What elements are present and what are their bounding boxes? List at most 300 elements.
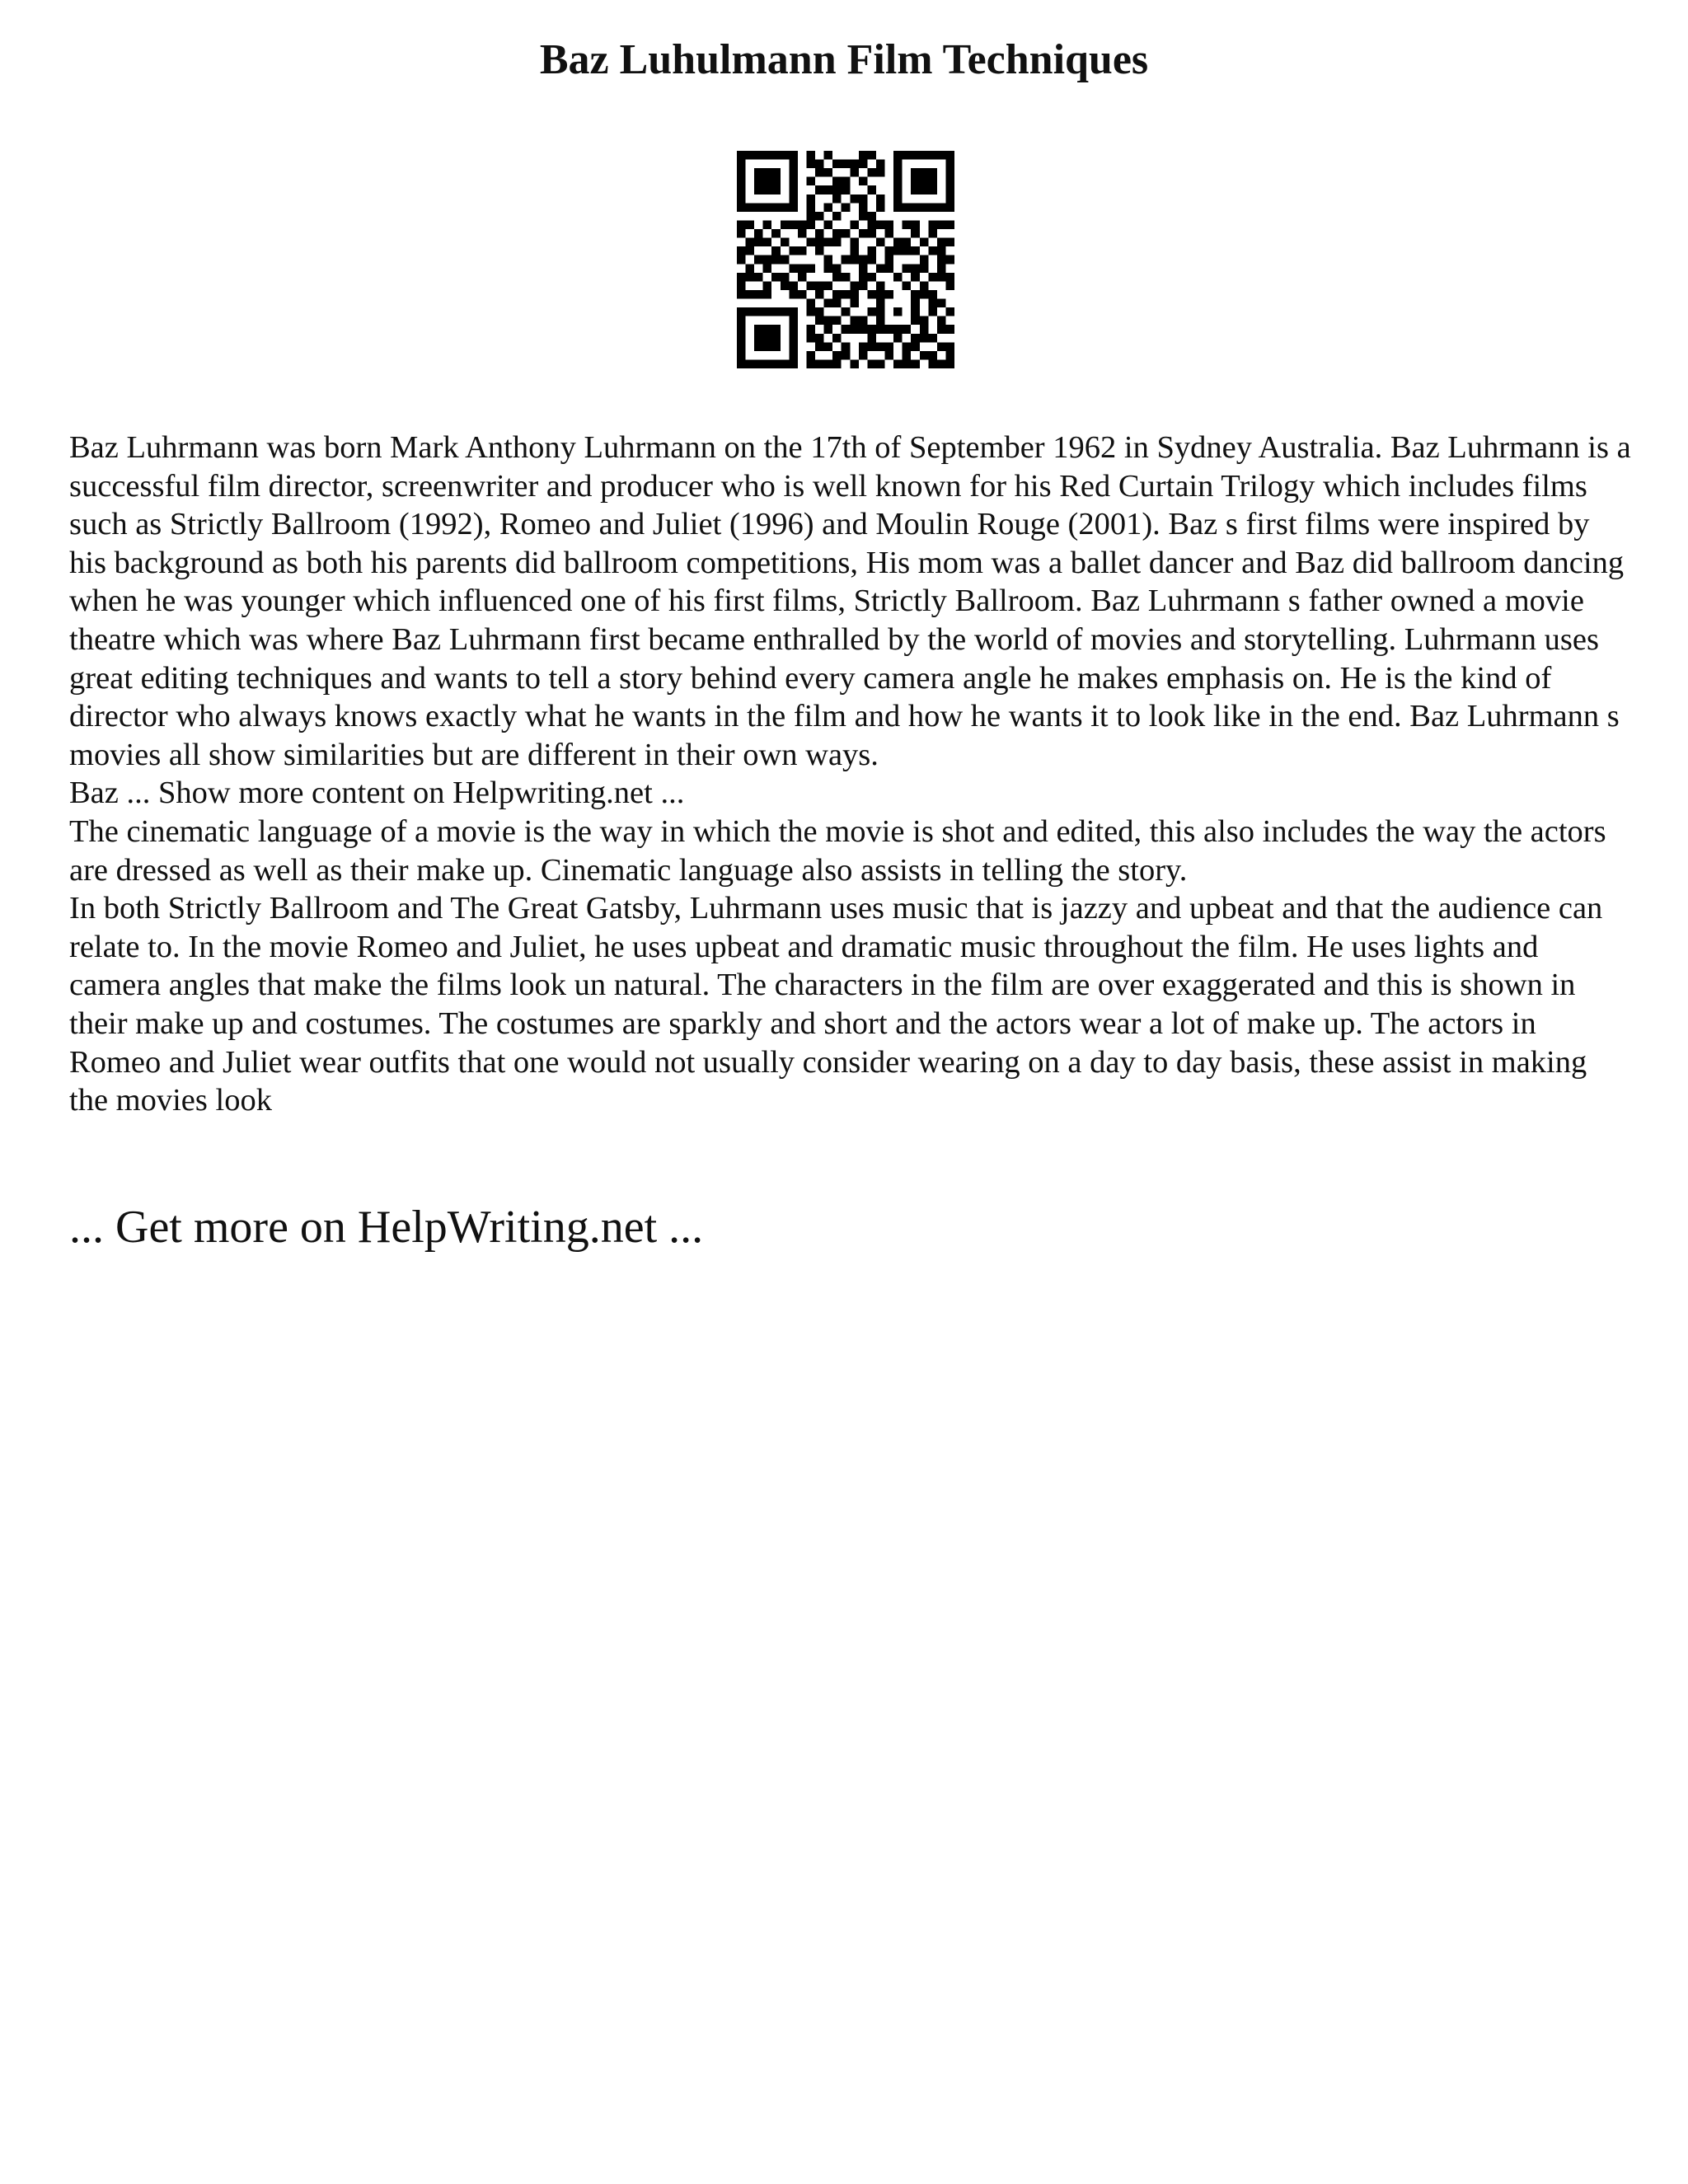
- get-more-link[interactable]: ... Get more on HelpWriting.net ...: [69, 1202, 704, 1253]
- qr-module: [867, 168, 876, 177]
- qr-module: [920, 264, 929, 273]
- qr-module: [859, 342, 868, 351]
- qr-module: [911, 229, 920, 238]
- qr-module: [876, 220, 885, 229]
- qr-module: [832, 229, 842, 238]
- qr-module: [789, 194, 798, 204]
- qr-module: [832, 160, 842, 169]
- qr-module: [806, 160, 815, 169]
- qr-module: [859, 212, 868, 221]
- qr-module: [781, 151, 790, 160]
- qr-module: [920, 151, 929, 160]
- qr-module: [903, 351, 912, 360]
- qr-module: [867, 229, 876, 238]
- qr-module: [920, 334, 929, 343]
- qr-module: [945, 238, 954, 247]
- qr-module: [754, 151, 763, 160]
- qr-module: [781, 238, 790, 247]
- qr-module: [903, 281, 912, 290]
- qr-module: [937, 220, 946, 229]
- qr-module: [842, 351, 851, 360]
- qr-module: [850, 281, 859, 290]
- qr-module: [920, 255, 929, 265]
- qr-module: [911, 334, 920, 343]
- qr-module: [903, 238, 912, 247]
- qr-module: [903, 359, 912, 368]
- qr-module: [920, 168, 929, 177]
- qr-module: [763, 177, 772, 186]
- qr-module: [937, 238, 946, 247]
- qr-module: [781, 220, 790, 229]
- qr-module: [737, 220, 746, 229]
- qr-module: [859, 203, 868, 212]
- qr-module: [737, 168, 746, 177]
- qr-module: [771, 177, 781, 186]
- qr-module: [781, 203, 790, 212]
- qr-module: [754, 229, 763, 238]
- qr-module: [911, 359, 920, 368]
- qr-module: [850, 238, 859, 247]
- qr-module: [737, 177, 746, 186]
- qr-module: [771, 273, 781, 282]
- qr-module: [763, 185, 772, 194]
- qr-module: [885, 325, 894, 334]
- qr-module: [737, 290, 746, 299]
- qr-module: [771, 255, 781, 265]
- qr-module: [763, 255, 772, 265]
- qr-module: [876, 238, 885, 247]
- qr-module: [850, 316, 859, 326]
- qr-module: [911, 220, 920, 229]
- qr-module: [867, 220, 876, 229]
- qr-module: [798, 273, 807, 282]
- qr-module: [789, 307, 798, 316]
- qr-module: [789, 151, 798, 160]
- qr-module: [911, 342, 920, 351]
- qr-module: [842, 177, 851, 186]
- qr-module: [903, 151, 912, 160]
- qr-module: [789, 220, 798, 229]
- qr-module: [754, 168, 763, 177]
- qr-module: [885, 264, 894, 273]
- qr-module: [754, 238, 763, 247]
- qr-module: [893, 194, 903, 204]
- qr-module: [737, 307, 746, 316]
- qr-module: [876, 194, 885, 204]
- qr-module: [763, 168, 772, 177]
- qr-module: [945, 194, 954, 204]
- qr-module: [850, 246, 859, 255]
- qr-module: [928, 299, 937, 308]
- qr-module: [798, 264, 807, 273]
- qr-module: [911, 177, 920, 186]
- qr-module: [876, 203, 885, 212]
- qr-module: [763, 342, 772, 351]
- qr-module: [885, 351, 894, 360]
- qr-module: [911, 151, 920, 160]
- qr-module: [937, 264, 946, 273]
- qr-module: [893, 203, 903, 212]
- qr-module: [815, 290, 824, 299]
- qr-module: [859, 281, 868, 290]
- qr-module: [789, 342, 798, 351]
- qr-module: [885, 229, 894, 238]
- qr-module: [781, 273, 790, 282]
- qr-module: [920, 325, 929, 334]
- qr-module: [771, 185, 781, 194]
- qr-module: [806, 281, 815, 290]
- qr-module: [867, 185, 876, 194]
- qr-module: [806, 220, 815, 229]
- qr-module: [815, 168, 824, 177]
- qr-module: [893, 238, 903, 247]
- qr-module: [945, 203, 954, 212]
- qr-module: [850, 194, 859, 204]
- qr-module: [754, 203, 763, 212]
- qr-module: [789, 160, 798, 169]
- qr-module: [876, 325, 885, 334]
- qr-module: [815, 359, 824, 368]
- qr-module: [911, 273, 920, 282]
- qr-module: [911, 299, 920, 308]
- qr-module: [737, 203, 746, 212]
- qr-module: [824, 359, 833, 368]
- qr-module: [867, 212, 876, 221]
- qr-module: [893, 246, 903, 255]
- qr-module: [771, 325, 781, 334]
- qr-module: [754, 273, 763, 282]
- qr-module: [789, 246, 798, 255]
- qr-module: [920, 281, 929, 290]
- qr-module: [893, 359, 903, 368]
- qr-module: [832, 359, 842, 368]
- qr-module: [824, 185, 833, 194]
- qr-module: [771, 151, 781, 160]
- document-body: [69, 429, 1631, 1120]
- qr-module: [806, 177, 815, 186]
- qr-module: [815, 307, 824, 316]
- qr-module: [754, 177, 763, 186]
- qr-module: [824, 238, 833, 247]
- qr-module: [903, 325, 912, 334]
- qr-module: [754, 359, 763, 368]
- qr-module: [842, 325, 851, 334]
- qr-module: [867, 255, 876, 265]
- qr-module: [789, 264, 798, 273]
- qr-module: [806, 334, 815, 343]
- qr-module: [928, 334, 937, 343]
- qr-module: [763, 359, 772, 368]
- qr-module: [789, 185, 798, 194]
- qr-module: [850, 255, 859, 265]
- qr-module: [746, 220, 755, 229]
- qr-module: [746, 307, 755, 316]
- qr-module: [824, 342, 833, 351]
- qr-module: [945, 273, 954, 282]
- qr-module: [763, 238, 772, 247]
- qr-module: [945, 220, 954, 229]
- qr-module: [893, 151, 903, 160]
- qr-module: [920, 177, 929, 186]
- qr-module: [945, 325, 954, 334]
- qr-module: [789, 359, 798, 368]
- qr-module: [737, 160, 746, 169]
- qr-module: [876, 299, 885, 308]
- qr-module: [806, 194, 815, 204]
- qr-module: [885, 220, 894, 229]
- qr-module: [937, 299, 946, 308]
- qr-module: [754, 290, 763, 299]
- qr-module: [859, 151, 868, 160]
- qr-module: [815, 238, 824, 247]
- qr-module: [763, 264, 772, 273]
- qr-module: [832, 194, 842, 204]
- qr-module: [806, 264, 815, 273]
- qr-module: [746, 290, 755, 299]
- qr-module: [746, 359, 755, 368]
- qr-module: [754, 307, 763, 316]
- qr-module: [763, 325, 772, 334]
- qr-module: [867, 334, 876, 343]
- qr-module: [842, 342, 851, 351]
- qr-module: [885, 342, 894, 351]
- qr-module: [832, 290, 842, 299]
- qr-module: [806, 359, 815, 368]
- qr-module: [850, 299, 859, 308]
- qr-module: [876, 359, 885, 368]
- qr-module: [763, 151, 772, 160]
- qr-module: [771, 359, 781, 368]
- qr-module: [815, 316, 824, 326]
- qr-module: [806, 238, 815, 247]
- qr-module: [859, 160, 868, 169]
- qr-module: [885, 255, 894, 265]
- qr-module: [832, 316, 842, 326]
- qr-module: [789, 290, 798, 299]
- qr-module: [746, 264, 755, 273]
- qr-module: [832, 177, 842, 186]
- qr-module: [737, 281, 746, 290]
- qr-module: [859, 255, 868, 265]
- qr-module: [859, 194, 868, 204]
- qr-module: [842, 307, 851, 316]
- qr-module: [928, 151, 937, 160]
- qr-module: [893, 273, 903, 282]
- qr-module: [754, 325, 763, 334]
- qr-module: [737, 246, 746, 255]
- qr-module: [771, 168, 781, 177]
- qr-module: [842, 290, 851, 299]
- qr-module: [893, 307, 903, 316]
- qr-module: [815, 246, 824, 255]
- qr-module: [737, 359, 746, 368]
- qr-code-icon: [737, 151, 954, 368]
- qr-module: [937, 316, 946, 326]
- qr-module: [824, 299, 833, 308]
- qr-module: [945, 151, 954, 160]
- qr-module: [945, 342, 954, 351]
- qr-module: [842, 185, 851, 194]
- qr-module: [763, 290, 772, 299]
- qr-module: [798, 220, 807, 229]
- qr-module: [867, 307, 876, 316]
- qr-module: [781, 307, 790, 316]
- qr-module: [832, 334, 842, 343]
- qr-module: [876, 316, 885, 326]
- qr-module: [937, 255, 946, 265]
- qr-module: [911, 316, 920, 326]
- qr-module: [824, 316, 833, 326]
- qr-module: [842, 273, 851, 282]
- qr-module: [737, 185, 746, 194]
- qr-module: [945, 281, 954, 290]
- qr-module: [824, 168, 833, 177]
- qr-module: [798, 229, 807, 238]
- qr-module: [789, 177, 798, 186]
- qr-module: [798, 290, 807, 299]
- qr-module: [920, 316, 929, 326]
- qr-module: [815, 334, 824, 343]
- qr-module: [859, 325, 868, 334]
- qr-module: [911, 168, 920, 177]
- qr-module: [928, 229, 937, 238]
- qr-module: [850, 160, 859, 169]
- qr-module: [893, 185, 903, 194]
- qr-module: [824, 255, 833, 265]
- qr-module: [876, 307, 885, 316]
- qr-module: [824, 281, 833, 290]
- qr-module: [763, 334, 772, 343]
- qr-module: [798, 246, 807, 255]
- qr-module: [850, 290, 859, 299]
- qr-module: [746, 151, 755, 160]
- qr-module: [920, 238, 929, 247]
- qr-module: [806, 307, 815, 316]
- qr-module: [937, 342, 946, 351]
- qr-module: [928, 351, 937, 360]
- qr-module: [832, 351, 842, 360]
- qr-module: [893, 325, 903, 334]
- qr-module: [945, 359, 954, 368]
- qr-module: [737, 194, 746, 204]
- qr-module: [928, 290, 937, 299]
- qr-module: [867, 342, 876, 351]
- qr-module: [842, 255, 851, 265]
- qr-module: [806, 212, 815, 221]
- qr-module: [903, 342, 912, 351]
- qr-module: [815, 185, 824, 194]
- qr-module: [781, 255, 790, 265]
- qr-module: [850, 325, 859, 334]
- qr-module: [754, 185, 763, 194]
- qr-module: [832, 264, 842, 273]
- qr-module: [737, 325, 746, 334]
- qr-module: [945, 307, 954, 316]
- qr-code-graphic: [737, 151, 954, 368]
- qr-module: [842, 203, 851, 212]
- qr-module: [911, 185, 920, 194]
- qr-module: [737, 351, 746, 360]
- qr-module: [824, 151, 833, 160]
- qr-module: [920, 185, 929, 194]
- qr-module: [911, 290, 920, 299]
- qr-module: [867, 151, 876, 160]
- qr-module: [789, 334, 798, 343]
- qr-module: [781, 359, 790, 368]
- paragraph-cinematic-language: The cinematic language of a movie is the way in which the movie is shot and edited, this also includes the way the actors are dressed as well as their make up. Cinematic language also assists in telling the story.: [69, 813, 1606, 888]
- qr-module: [771, 342, 781, 351]
- qr-module: [832, 299, 842, 308]
- qr-module: [945, 351, 954, 360]
- qr-module: [737, 151, 746, 160]
- qr-module: [928, 203, 937, 212]
- qr-module: [903, 246, 912, 255]
- qr-module: [859, 316, 868, 326]
- qr-module: [771, 307, 781, 316]
- qr-module: [893, 334, 903, 343]
- qr-module: [876, 264, 885, 273]
- qr-module: [763, 281, 772, 290]
- qr-module: [937, 273, 946, 282]
- qr-module: [937, 325, 946, 334]
- qr-module: [911, 264, 920, 273]
- qr-module: [928, 307, 937, 316]
- qr-module: [746, 246, 755, 255]
- qr-module: [737, 334, 746, 343]
- paragraph-show-more: Baz ... Show more content on Helpwriting.net ...: [69, 776, 685, 811]
- qr-module: [842, 160, 851, 169]
- qr-module: [867, 273, 876, 282]
- qr-module: [928, 185, 937, 194]
- qr-module: [763, 203, 772, 212]
- qr-module: [763, 220, 772, 229]
- qr-module: [789, 316, 798, 326]
- qr-module: [928, 246, 937, 255]
- qr-module: [876, 168, 885, 177]
- qr-module: [824, 220, 833, 229]
- paragraph-biography: Baz Luhrmann was born Mark Anthony Luhrmann on the 17th of September 1962 in Sydney Australia. Baz Luhrmann is a successful film director, screenwriter and producer who is well known for his Red Curtain Trilogy which includes films such as Strictly Ballroom (1992), Romeo and Juliet (1996) and Moulin Rouge (2001). Baz s first films were inspired by his background as both his parents did ballroom competitions, His mom was a ballet dancer and Baz did ballroom dancing when he was younger which influenced one of his first films, Strictly Ballroom. Baz Luhrmann s father owned a movie theatre which was where Baz Luhrmann first became enthralled by the world of movies and storytelling. Luhrmann uses great editing techniques and wants to tell a story behind every camera angle he makes emphasis on. He is the kind of director who always knows exactly what he wants in the film and how he wants it to look like in the end. Baz Luhrmann s movies all show similarities but are different in their own ways.: [69, 430, 1631, 772]
- qr-module: [859, 264, 868, 273]
- qr-module: [771, 246, 781, 255]
- qr-module: [945, 160, 954, 169]
- qr-module: [885, 290, 894, 299]
- qr-module: [771, 229, 781, 238]
- qr-module: [876, 281, 885, 290]
- qr-module: [859, 229, 868, 238]
- qr-module: [859, 351, 868, 360]
- qr-module: [737, 255, 746, 265]
- qr-module: [928, 273, 937, 282]
- qr-module: [903, 264, 912, 273]
- qr-module: [763, 307, 772, 316]
- document-title: Baz Luhulmann Film Techniques: [539, 36, 1149, 83]
- qr-module: [754, 334, 763, 343]
- qr-module: [806, 203, 815, 212]
- qr-module: [859, 273, 868, 282]
- qr-module: [945, 185, 954, 194]
- qr-module: [737, 273, 746, 282]
- qr-module: [945, 255, 954, 265]
- qr-module: [771, 203, 781, 212]
- qr-module: [911, 246, 920, 255]
- qr-module: [789, 351, 798, 360]
- qr-module: [754, 255, 763, 265]
- qr-module: [937, 246, 946, 255]
- qr-module: [867, 246, 876, 255]
- qr-module: [903, 203, 912, 212]
- qr-module: [832, 212, 842, 221]
- qr-module: [928, 177, 937, 186]
